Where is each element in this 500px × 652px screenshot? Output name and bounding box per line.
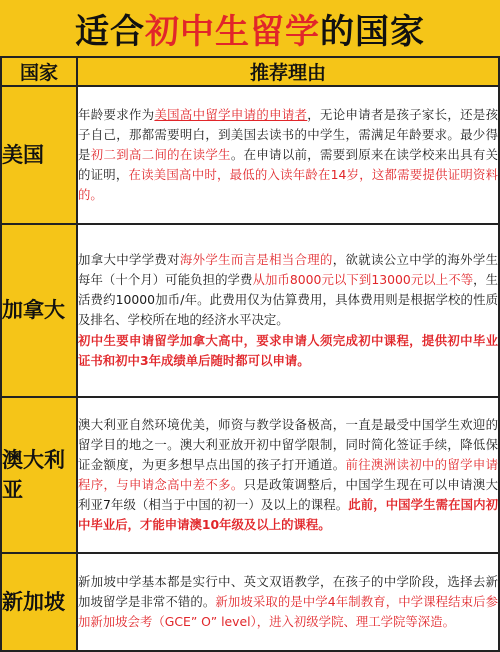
country-name: 加拿大	[1, 224, 77, 397]
reason-segment: 。在申请以前，需要到原来在读学校来出具有关的证明，	[78, 147, 499, 182]
reason-segment: 在读美国高中时，最低的入读年龄在14岁，这都需要提供证明资料的。	[78, 166, 498, 202]
table-row	[1, 224, 499, 397]
reason-segment: 初二到高二间的在读学生	[90, 147, 231, 163]
table-row	[1, 397, 499, 553]
title-bar	[0, 0, 500, 58]
reason-segment: ，欲就读公立中学的海外学生每年（十个月）可能负担的学费	[78, 251, 499, 287]
page-title	[75, 4, 425, 53]
reason-text	[77, 86, 499, 224]
reason-segment: 加拿大中学学费对	[78, 251, 180, 267]
reason-segment: 从加币8000元以下到13000元以上不等	[252, 271, 474, 287]
reason-paragraph	[78, 250, 498, 329]
table-row	[1, 553, 499, 651]
header-country: 国家	[1, 57, 77, 86]
title-suffix: 的国家	[320, 11, 425, 52]
title-highlight: 初中生留学	[145, 11, 320, 52]
table-header-row	[1, 57, 499, 86]
reason-segment: 新加坡中学基本都是实行中、英文双语教学，在孩子的中学阶段，选择去新加坡留学是非常不错的。	[78, 574, 498, 610]
reason-segment: 澳大利亚自然环境优美，师资与教学设备极高，一直是最受中国学生欢迎的留学目的地之一。澳大利亚放开初中留学限制，同时简化签证手续，降低保证金额度，为更多想早点出国的孩子打开通道。	[78, 417, 498, 473]
reason-segment: 前往澳洲读初中的留学申请程序，与申请念高中差不多。	[78, 457, 499, 492]
country-name: 新加坡	[1, 553, 77, 651]
reason-text	[77, 397, 499, 553]
title-prefix: 适合	[75, 11, 145, 52]
country-name: 美国	[1, 86, 77, 224]
table-row	[1, 86, 499, 224]
reason-segment: 新加坡采取的是中学4年制教育，中学课程结束后参加新加坡会考（GCE” O” level），进入初级学院、理工学院等深造。	[78, 594, 498, 629]
reason-segment: 此前，中国学生需在国内初中毕业后，才能申请澳10年级及以上的课程。	[78, 496, 498, 532]
header-reason: 推荐理由	[77, 57, 499, 86]
reason-segment: 只是政策调整后，中国学生现在可以申请澳大利亚7年级（相当于中国的初一）及以上的课程。	[78, 477, 499, 512]
reason-segment: ，无论申请者是孩子家长，还是孩子自己，那都需要明白，到美国去读书的中学生，需满足年龄要求。最少得是	[78, 107, 499, 163]
reason-text	[77, 553, 499, 651]
country-name: 澳大利亚	[1, 397, 77, 553]
reason-segment: ，生活费约10000加币/年。此费用仅为估算费用，具体费用则是根据学校的性质及排名、学校所在地的经济水平决定。	[78, 271, 499, 327]
reason-text	[77, 224, 499, 397]
country-table	[0, 56, 500, 652]
reason-segment: 美国高中留学申请的申请者	[154, 107, 308, 123]
reason-note: 初中生要申请留学加拿大高中，要求申请人须完成初中课程，提供初中毕业证书和初中3年成绩单后随时都可以申请。	[78, 333, 498, 369]
reason-segment: 年龄要求作为	[78, 107, 155, 123]
reason-segment: 海外学生而言是相当合理的	[179, 251, 333, 267]
